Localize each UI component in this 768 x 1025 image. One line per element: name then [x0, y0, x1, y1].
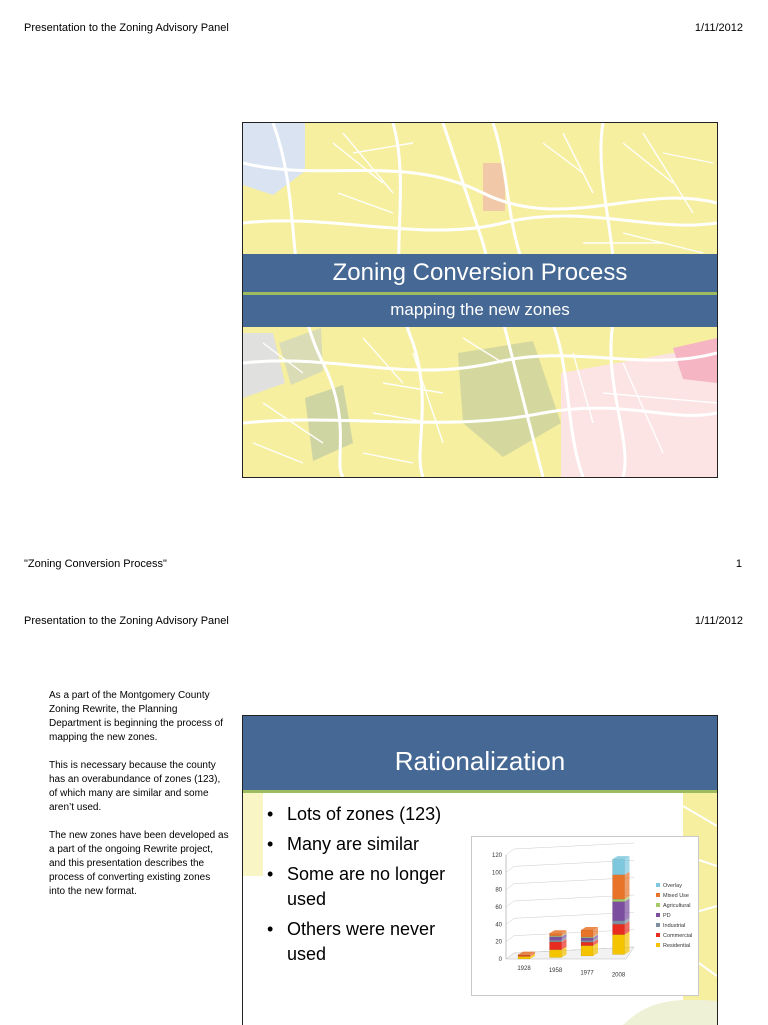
legend-swatch: [656, 893, 660, 897]
bar-segment: [613, 902, 625, 921]
bar-segment: [550, 937, 562, 940]
gridline-depth: [506, 918, 514, 924]
bar-segment-side: [625, 899, 630, 921]
y-tick-label: 60: [495, 905, 502, 911]
notes-paragraph: As a part of the Montgomery County Zoning Rewrite, the Planning Department is beginning the process of mapping the new zones.: [49, 690, 223, 743]
gridline-depth: [506, 884, 514, 890]
title-slide: [242, 122, 718, 478]
bullet-list: [265, 802, 465, 972]
notes-paragraph: This is necessary because the county has an overabundance of zones (123), of which many are similar and some aren’t used.: [49, 760, 221, 813]
y-tick-label: 20: [495, 939, 502, 946]
slide-subtitle: mapping the new zones: [390, 300, 570, 319]
legend-swatch: [656, 883, 660, 887]
bar-segment: [581, 930, 593, 937]
page1-header-date: 1/11/2012: [694, 22, 743, 34]
gridline-depth: [506, 936, 514, 942]
y-tick-label: 80: [495, 887, 502, 894]
bar-segment: [550, 942, 562, 950]
page1-footer-left: "Zoning Conversion Process": [24, 558, 167, 570]
x-tick-label: 1958: [548, 968, 563, 975]
x-tick-label: 1977: [580, 970, 594, 977]
bar-segment: [518, 955, 530, 956]
rationalization-slide: [242, 715, 718, 1025]
y-tick-label: 120: [491, 853, 502, 859]
bar-segment: [613, 921, 625, 924]
bar-segment-side: [625, 872, 630, 899]
bar-segment: [550, 933, 562, 936]
bullet-item: • Many are similar: [265, 832, 465, 857]
bar-segment: [581, 938, 593, 941]
legend-label: Commercial: [663, 933, 693, 939]
bullet-item: • Lots of zones (123): [265, 802, 465, 827]
bar-segment: [581, 946, 593, 956]
y-tick-label: 100: [491, 870, 502, 877]
subtitle-band: [243, 295, 717, 327]
legend-label: Industrial: [663, 923, 686, 929]
legend-swatch: [656, 913, 660, 917]
page1-header-left: Presentation to the Zoning Advisory Panel: [24, 22, 229, 34]
y-tick-label: 0: [498, 957, 502, 963]
bar-segment-side: [625, 856, 630, 875]
title-band: [243, 716, 717, 790]
notes-paragraph: The new zones have been developed as a part of the ongoing Rewrite project, and this presentation describes the process of converting existing zones into the new format.: [49, 830, 229, 897]
gridline-depth: [506, 849, 514, 855]
bar-segment: [550, 950, 562, 958]
bar-segment-side: [625, 932, 630, 955]
bar-segment: [613, 859, 625, 875]
x-tick-label: 2008: [611, 972, 626, 979]
bar-segment: [613, 875, 625, 899]
gridline: [514, 843, 634, 849]
zones-chart-svg: [472, 837, 698, 995]
page-number: 1: [735, 558, 742, 570]
bar-segment: [613, 924, 625, 934]
legend-swatch: [656, 943, 660, 947]
gridline-depth: [506, 901, 514, 907]
bar-segment: [581, 942, 593, 945]
page2-header-date: 1/11/2012: [694, 615, 743, 627]
legend-swatch: [656, 923, 660, 927]
legend-swatch: [656, 903, 660, 907]
legend-label: Residential: [663, 943, 691, 949]
bar-segment: [550, 940, 562, 942]
bar-segment: [581, 940, 593, 942]
legend-swatch: [656, 933, 660, 937]
bar-segment: [613, 899, 625, 902]
title-band: [243, 254, 717, 292]
x-tick-label: 1928: [517, 966, 531, 972]
bar-segment: [518, 956, 530, 959]
legend-label: Mixed Use: [663, 893, 689, 899]
speaker-notes: [49, 689, 229, 913]
slide-title: Rationalization: [394, 746, 566, 776]
slide-title: Zoning Conversion Process: [332, 259, 628, 286]
page2-header-left: Presentation to the Zoning Advisory Panel: [24, 615, 229, 627]
bullet-item: • Some are no longer used: [265, 862, 465, 912]
legend-label: Agricultural: [663, 903, 691, 909]
zones-chart: [471, 836, 699, 996]
legend-label: PD: [663, 913, 671, 919]
y-tick-label: 40: [495, 922, 502, 929]
title-divider: [243, 790, 717, 793]
bar-segment: [613, 935, 625, 955]
gridline-depth: [506, 866, 514, 872]
bullet-item: • Others were never used: [265, 917, 465, 967]
legend-label: Overlay: [663, 883, 682, 889]
